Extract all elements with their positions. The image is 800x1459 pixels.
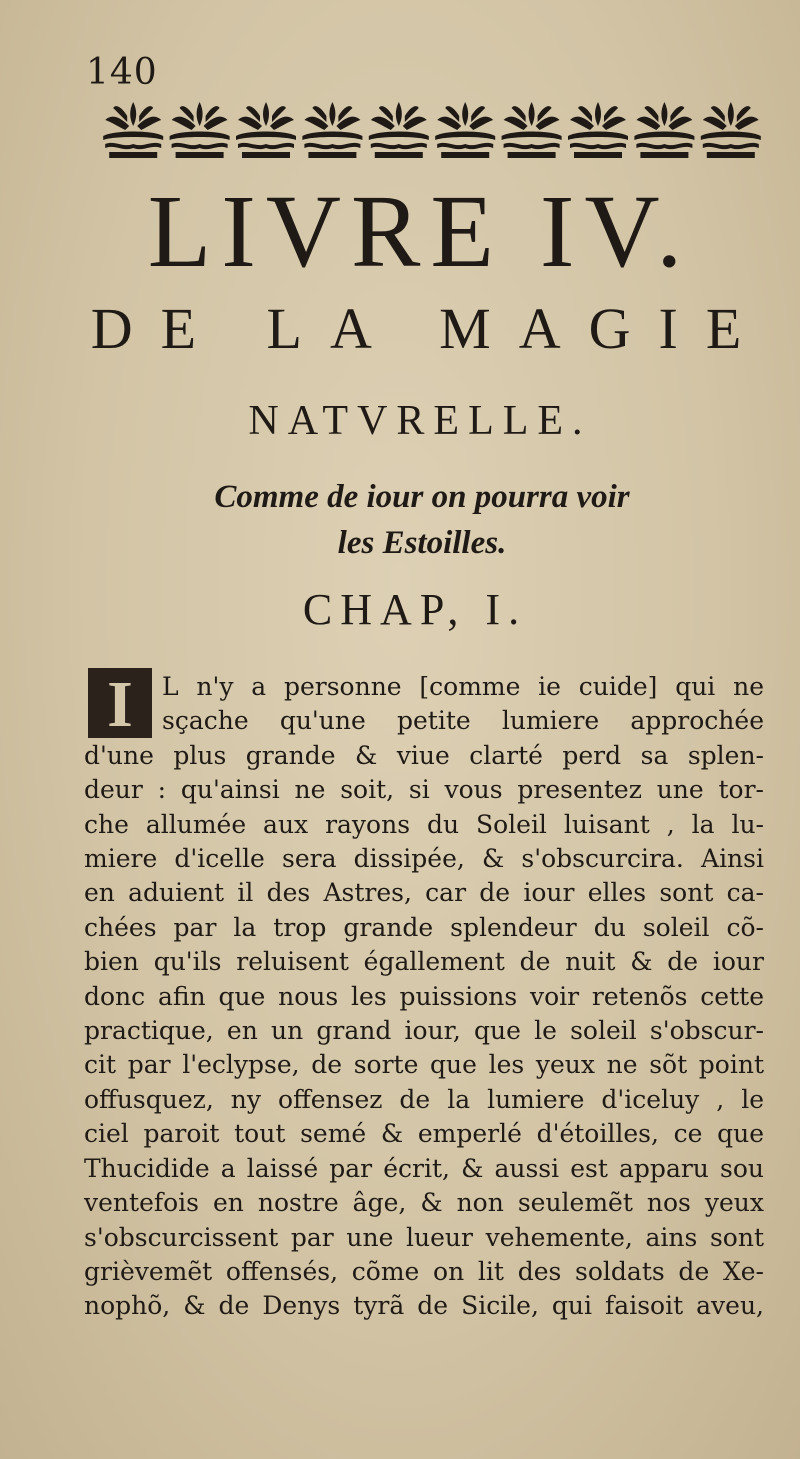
drop-cap: I (88, 668, 152, 738)
fleuron-icon (435, 102, 495, 158)
body-line: offusquez, ny offensez de la lumiere d'iceluy , le (84, 1084, 764, 1114)
book-subject: DE LA MAGIE (90, 296, 770, 361)
body-line: grièvemẽt offensés, cõme on lit des soldats de Xe- (84, 1256, 764, 1286)
body-line: nophõ, & de Denys tyrã de Sicile, qui faisoit aveu, (84, 1291, 764, 1321)
page-number: 140 (86, 52, 158, 93)
fleuron-icon (502, 102, 562, 158)
fleuron-icon (634, 102, 694, 158)
fleuron-icon (236, 102, 296, 158)
body-line: Thucidide a laissé par écrit, & aussi est apparu sou (84, 1153, 764, 1183)
chapter-heading: CHAP, I. (302, 585, 528, 634)
body-line: sçache qu'une petite lumiere approchée (162, 706, 764, 736)
body-line: s'obscurcissent par une lueur vehemente, ains sont (84, 1222, 764, 1252)
body-line: d'une plus grande & viue clarté perd sa splen- (84, 740, 764, 770)
body-line: chées par la trop grande splendeur du soleil cõ- (84, 912, 764, 942)
body-line: L n'y a personne [comme ie cuide] qui ne (162, 672, 764, 701)
fleuron-icon (568, 102, 628, 158)
fleuron-icon (369, 102, 429, 158)
chapter-subtitle-line-1: Comme de iour on pourra voir (214, 479, 630, 515)
fleuron-icon (103, 102, 163, 158)
chapter-subtitle-line-2: les Estoilles. (337, 525, 507, 561)
book-subject-cont: NATVRELLE. (248, 398, 592, 444)
body-line: en aduient il des Astres, car de iour elles sont ca- (84, 878, 764, 908)
chapter-subtitle (0, 474, 800, 566)
body-line: ciel paroit tout semé & emperlé d'étoilles, ce que (84, 1119, 764, 1149)
body-line: che allumée aux rayons du Soleil luisant , la lu- (84, 809, 764, 839)
body-text (84, 670, 764, 1324)
book-title: LIVRE IV. (147, 174, 693, 289)
fleuron-icon (701, 102, 761, 158)
body-line: practique, en un grand iour, que le soleil s'obscur- (84, 1016, 764, 1046)
fleuron-border-icon (100, 96, 764, 162)
fleuron-icon (170, 102, 230, 158)
body-line: donc afin que nous les puissions voir retenõs cette (84, 981, 764, 1011)
fleuron-icon (302, 102, 362, 158)
body-line: miere d'icelle sera dissipée, & s'obscurcira. Ainsi (84, 844, 764, 874)
body-line: cit par l'eclypse, de sorte que les yeux ne sõt point (84, 1050, 764, 1080)
body-line: ventefois en nostre âge, & non seulemẽt nos yeux (84, 1188, 764, 1218)
body-line: bien qu'ils reluisent égallement de nuit & de iour (84, 947, 764, 977)
body-line: deur : qu'ainsi ne soit, si vous presentez une tor- (84, 775, 764, 805)
